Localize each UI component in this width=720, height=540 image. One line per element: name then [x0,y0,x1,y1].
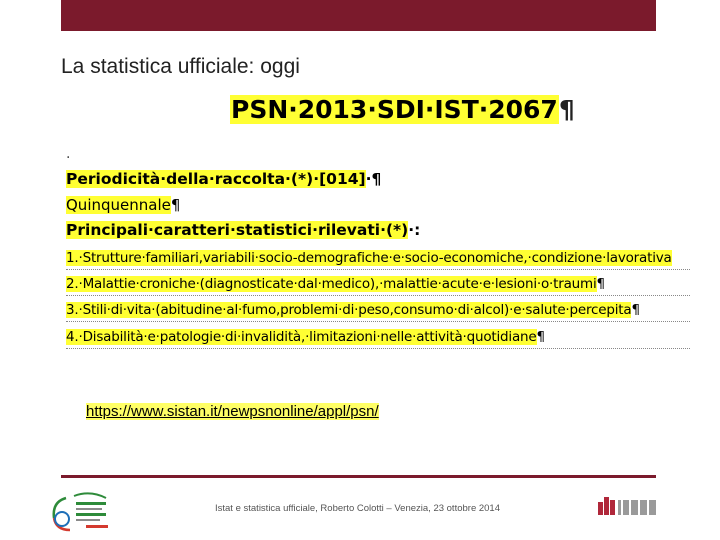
psn-code-text: PSN·2013·SDI·IST·2067 [231,95,558,124]
list-item-text: 2.·Malattie·croniche·(diagnosticate·dal·medico),·malattie·acute·e·lesioni·o·traumi [66,276,597,292]
list-item [66,329,545,345]
list-item-text: 1.·Strutture·familiari,variabili·socio-demografiche·e·socio-economiche,·condizione·lavorativa [66,250,672,266]
giornata-statistica-logo-icon [50,488,126,534]
list-item-text: 3.·Stili·di·vita·(abitudine·al·fumo,problemi·di·peso,consumo·di·alcol)·e·salute·percepita [66,302,632,318]
dotted-rule [66,269,690,270]
link-text: https://www.sistan.it/newpsnonline/appl/psn/ [86,403,379,420]
sistan-psn-link[interactable] [86,403,379,420]
periodicity-tail: ·¶ [365,170,382,188]
list-item [66,276,605,292]
footer-accent-rule [61,475,656,478]
periodicity-value: Quinquennale [66,196,171,214]
dotted-rule [66,348,690,349]
characters-tail: ·: [408,221,421,239]
dotted-rule [66,321,690,322]
list-item [66,302,640,318]
pilcrow-mark: ¶ [536,329,545,345]
periodicity-label: Periodicità·della·raccolta·(*)·[014] [66,170,366,188]
periodicity-value-row [66,196,180,214]
psn-code-heading [230,93,575,127]
periodicity-row [66,170,381,188]
top-accent-bar [61,0,656,31]
characters-row [66,221,420,239]
istat-logo-icon [598,494,658,518]
footer-credits: Istat e statistica ufficiale, Roberto Colotti – Venezia, 23 ottobre 2014 [215,503,500,514]
pilcrow-mark: ¶ [170,196,181,214]
pilcrow-mark: ¶ [558,95,575,124]
dotted-rule [66,295,690,296]
empty-paragraph-mark: · [66,150,71,166]
slide-title: La statistica ufficiale: oggi [61,55,300,78]
list-item [66,250,672,266]
pilcrow-mark: ¶ [596,276,605,292]
list-item-text: 4.·Disabilità·e·patologie·di·invalidità,·limitazioni·nelle·attività·quotidiane [66,329,537,345]
pilcrow-mark: ¶ [631,302,640,318]
characters-label: Principali·caratteri·statistici·rilevati·(*) [66,221,409,239]
